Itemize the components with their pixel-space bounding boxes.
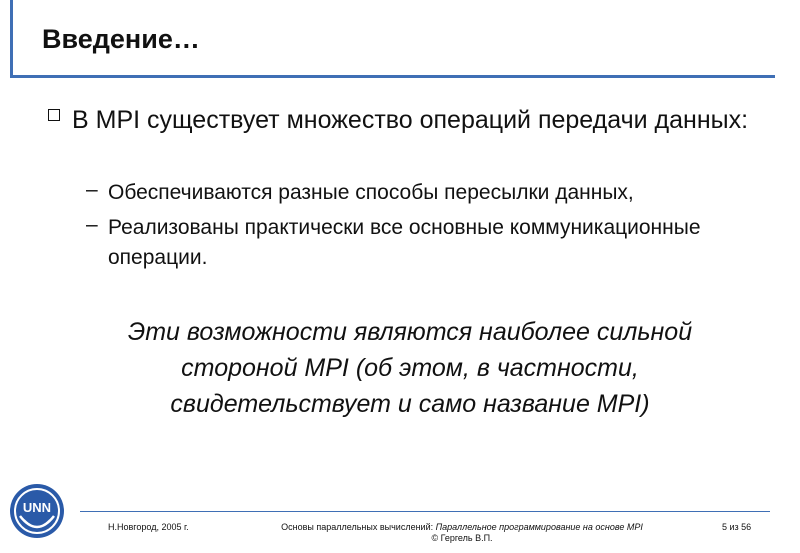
footer-course-title bbox=[252, 522, 672, 544]
sub-bullet-text: Реализованы практически все основные коммуникационные операции. bbox=[108, 216, 701, 269]
dash-bullet-icon: – bbox=[86, 213, 98, 236]
unn-logo-icon bbox=[8, 482, 66, 540]
footer-course-plain: Основы параллельных вычислений: bbox=[281, 522, 436, 532]
dash-bullet-icon: – bbox=[86, 178, 98, 201]
title-underline bbox=[10, 75, 775, 78]
footer-location-date: Н.Новгород, 2005 г. bbox=[108, 522, 189, 532]
page-number: 5 из 56 bbox=[722, 522, 752, 532]
sub-bullet-text: Обеспечиваются разные способы пересылки данных, bbox=[108, 181, 634, 204]
title-left-bar bbox=[10, 0, 13, 78]
sub-bullet-2 bbox=[86, 213, 766, 273]
square-bullet-icon bbox=[48, 109, 60, 121]
logo-text: UNN bbox=[22, 500, 52, 515]
emphasis-paragraph: Эти возможности являются наиболее сильной стороной MPI (об этом, в частности, свидетельствует и само название MPI) bbox=[127, 318, 693, 418]
slide-title: Введение… bbox=[42, 24, 200, 54]
main-bullet bbox=[48, 104, 768, 137]
main-bullet-text: В MPI существует множество операций передачи данных: bbox=[72, 106, 749, 134]
footer-course-italic: Параллельное программирование на основе MPI bbox=[435, 522, 643, 532]
sub-bullet-1 bbox=[86, 178, 766, 208]
footer-copyright: © Гергель В.П. bbox=[431, 533, 493, 543]
footer-rule bbox=[80, 511, 770, 512]
